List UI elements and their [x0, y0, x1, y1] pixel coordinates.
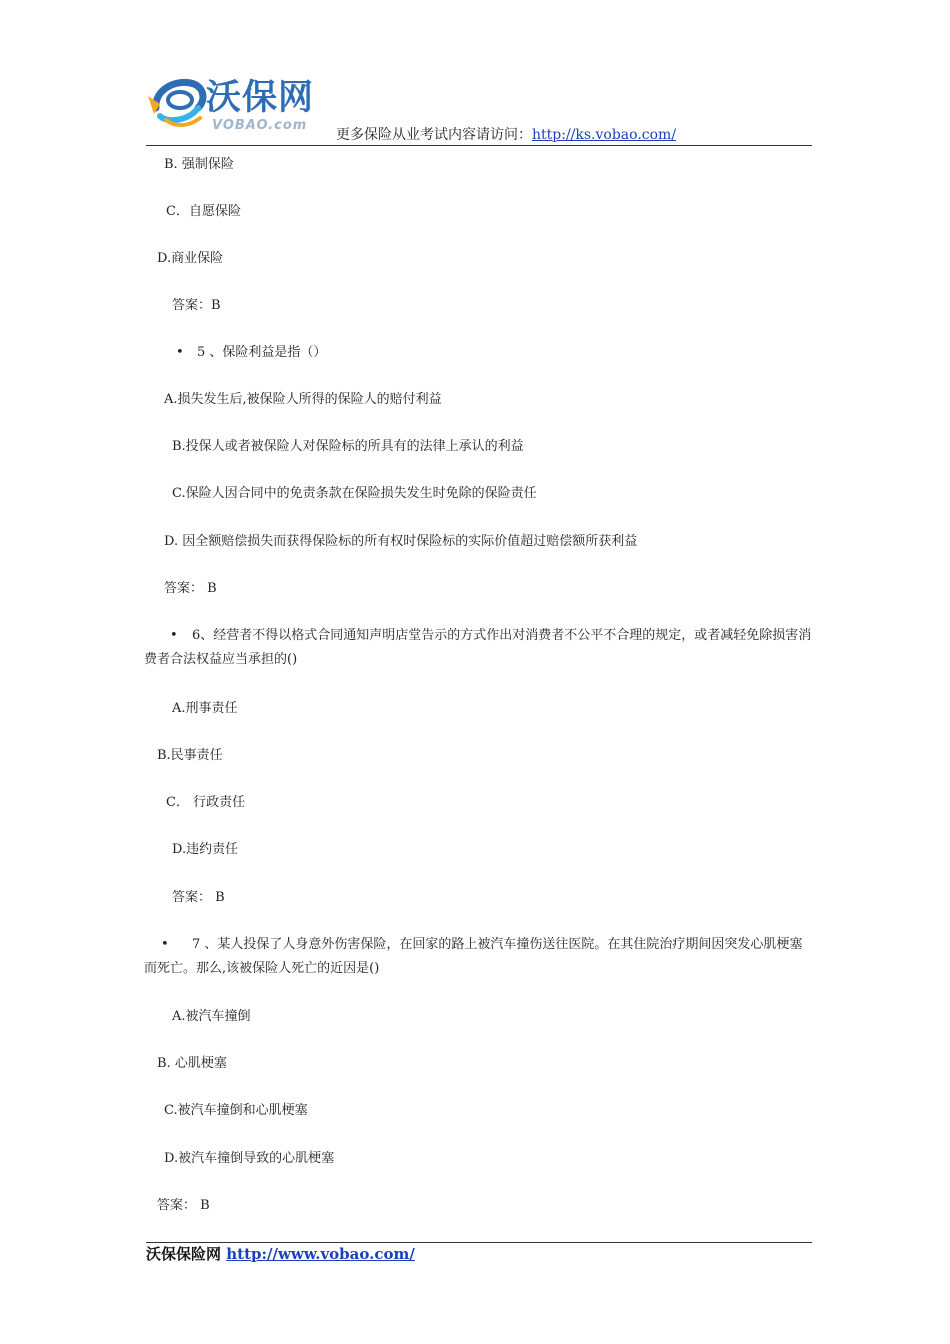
footer-link[interactable]: http://www.vobao.com/	[226, 1245, 415, 1263]
q7-option-b: B. 心肌梗塞	[157, 1056, 227, 1071]
logo-swoosh-icon	[146, 74, 210, 136]
q5-question: 5 、保险利益是指（）	[197, 345, 327, 360]
vobao-logo	[146, 74, 336, 136]
q6-option-b: B.民事责任	[157, 748, 223, 763]
q6-option-a: A.刑事责任	[172, 701, 238, 716]
header-notice-text: 更多保险从业考试内容请访问：	[336, 127, 532, 143]
q6-option-d: D.违约责任	[172, 842, 239, 857]
q5-option-c: C.保险人因合同中的免责条款在保险损失发生时免除的保险责任	[172, 486, 537, 501]
q6-answer: 答案： B	[172, 890, 225, 905]
q4-answer: 答案：B	[172, 298, 221, 313]
q7-option-c: C.被汽车撞倒和心肌梗塞	[164, 1103, 308, 1118]
logo-brand-text: 沃保网	[206, 78, 315, 118]
q4-option-d: D.商业保险	[157, 251, 224, 266]
q5-option-d: D. 因全额赔偿损失而获得保险标的所有权时保险标的实际价值超过赔偿额所获利益	[164, 534, 638, 549]
q7-question	[144, 933, 812, 981]
header-notice	[336, 126, 676, 144]
footer	[146, 1245, 415, 1263]
header-divider	[146, 145, 812, 146]
q7-bullet: •	[161, 937, 169, 952]
q7-option-a: A.被汽车撞倒	[172, 1009, 251, 1024]
footer-divider	[146, 1242, 812, 1243]
q6-question-text: 6、经营者不得以格式合同通知声明店堂告示的方式作出对消费者不公平不合理的规定，或者减轻免除损害消费者合法权益应当承担的()	[144, 628, 812, 667]
logo-sub-text: VOBAO.com	[212, 118, 308, 133]
q7-option-d: D.被汽车撞倒导致的心肌梗塞	[164, 1151, 335, 1166]
q5-answer: 答案： B	[164, 581, 217, 596]
q5-bullet: •	[176, 345, 184, 360]
q5-option-a: A.损失发生后,被保险人所得的保险人的赔付利益	[164, 392, 442, 407]
header-link[interactable]: http://ks.vobao.com/	[532, 127, 677, 143]
q5-option-b: B.投保人或者被保险人对保险标的所具有的法律上承认的利益	[172, 439, 524, 454]
q7-question-text: 7 、某人投保了人身意外伤害保险，在回家的路上被汽车撞伤送往医院。在其住院治疗期间因突发心肌梗塞而死亡。那么,该被保险人死亡的近因是()	[144, 937, 803, 976]
q7-answer: 答案： B	[157, 1198, 210, 1213]
q6-option-c: C． 行政责任	[166, 795, 246, 810]
q6-bullet: •	[170, 628, 178, 643]
q6-question	[144, 624, 812, 672]
footer-site-name: 沃保保险网	[146, 1245, 222, 1263]
q4-option-c: C．自愿保险	[166, 204, 241, 219]
q4-option-b: B. 强制保险	[164, 157, 234, 172]
